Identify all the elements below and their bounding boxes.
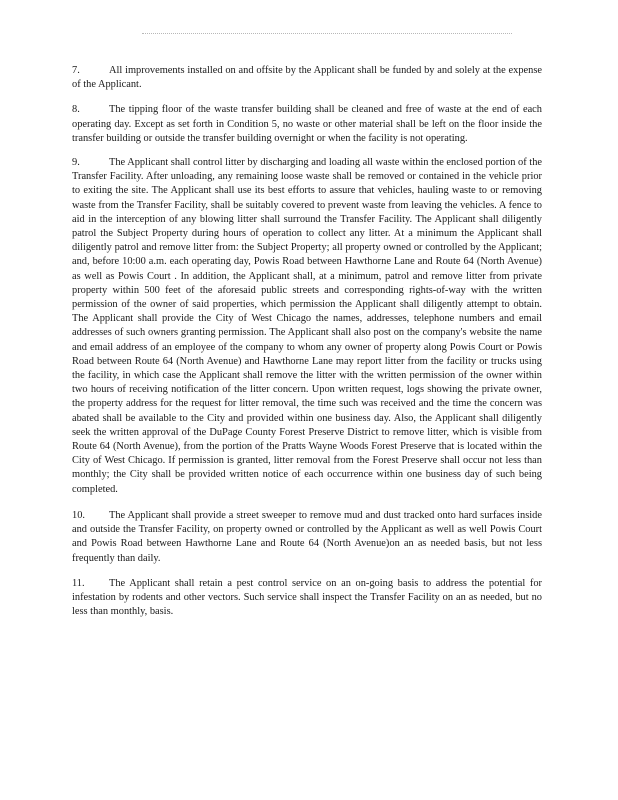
paragraph-number: 11. — [72, 577, 85, 589]
paragraph-text: The tipping floor of the waste transfer building shall be cleaned and free of waste at the end of each operating day. Except as set forth in Condition 5, no waste or other material shall be left on the floor inside the transfer building or outside the transfer building overnight or when the facility is not operating. — [72, 104, 542, 144]
paragraph-11 — [72, 577, 542, 620]
paragraph-number: 7. — [72, 65, 80, 76]
paragraph-9 — [72, 156, 542, 497]
paragraph-text: All improvements installed on and offsite by the Applicant shall be funded by and solely at the expense of the Applicant. — [72, 65, 542, 91]
paragraph-number: 8. — [72, 104, 80, 116]
document-body — [72, 64, 542, 629]
paragraph-number: 10. — [72, 509, 85, 521]
paragraph-text: The Applicant shall retain a pest control service on an on-going basis to address the potential for infestation by rodents and other vectors. Such service shall inspect the Transfer Facility on an as needed, but no less than monthly, basis. — [72, 577, 542, 618]
paragraph-8 — [72, 103, 542, 146]
paragraph-number: 9. — [72, 157, 80, 169]
header-divider — [142, 33, 512, 34]
paragraph-text: The Applicant shall control litter by discharging and loading all waste within the enclosed portion of the Transfer Facility. After unloading, any remaining loose waste shall be removed or contained in the vehicle prior to exiting the site. The Applicant shall use its best efforts to assure that vehicles, hauling waste to or removing waste from the Transfer Facility, shall be suitably covered to prevent waste from leaving the vehicles. A fence to aid in the interception of any blowing litter shall surround the Transfer Facility. The Applicant shall diligently patrol the Subject Property during hours of operation to collect any litter. At a minimum the Applicant shall diligently patrol and remove litter from: the Subject Property; all property owned or controlled by the Applicant; and, before 10:00 a.m. each operating day, Powis Road between Hawthorne Lane and Route 64 (North Avenue) as well as Powis Court . In addition, the Applicant shall, at a minimum, patrol and remove litter from private property within 500 feet of the aforesaid public streets and corresponding rights-of-way with the written permission of the owner of said properties, which permission the Applicant shall diligently attempt to obtain. The Applicant shall provide the City of West Chicago the names, addresses, telephone numbers and email addresses of such owners granting permission. The Applicant shall also post on the company's website the name and email address of an employee of the company to whom any owner of property along Powis Court or Powis Road between Route 64 (North Avenue) and Hawthorne Lane may report litter from the facility or trucks using the facility, in which case the Applicant shall remove the litter with the written permission of the owner within two hours of receiving notification of the litter concern. Upon written request, logs showing the private owner, the property address for the request for litter removal, the time such was received and the time the concern was abated shall be available to the City and provided within one business day. Also, the Applicant shall diligently seek the written approval of the DuPage County Forest Preserve District to remove litter, which is visible from Route 64 (North Avenue), from the portion of the Pratts Wayne Woods Forest Preserve that is located within the City of West Chicago. If permission is granted, litter removal from the Forest Preserve shall occur not less than monthly; the City shall be provided written notice of each occurrence within one business day of such being completed. — [72, 157, 542, 495]
paragraph-7 — [72, 64, 542, 92]
paragraph-10 — [72, 509, 542, 566]
paragraph-text: The Applicant shall provide a street sweeper to remove mud and dust tracked onto hard surfaces inside and outside the Transfer Facility, on property owned or controlled by the Applicant as well as well Powis Court and Powis Road between Hawthorne Lane and Route 64 (North Avenue)on an as needed basis, but not less frequently than daily. — [72, 509, 542, 564]
